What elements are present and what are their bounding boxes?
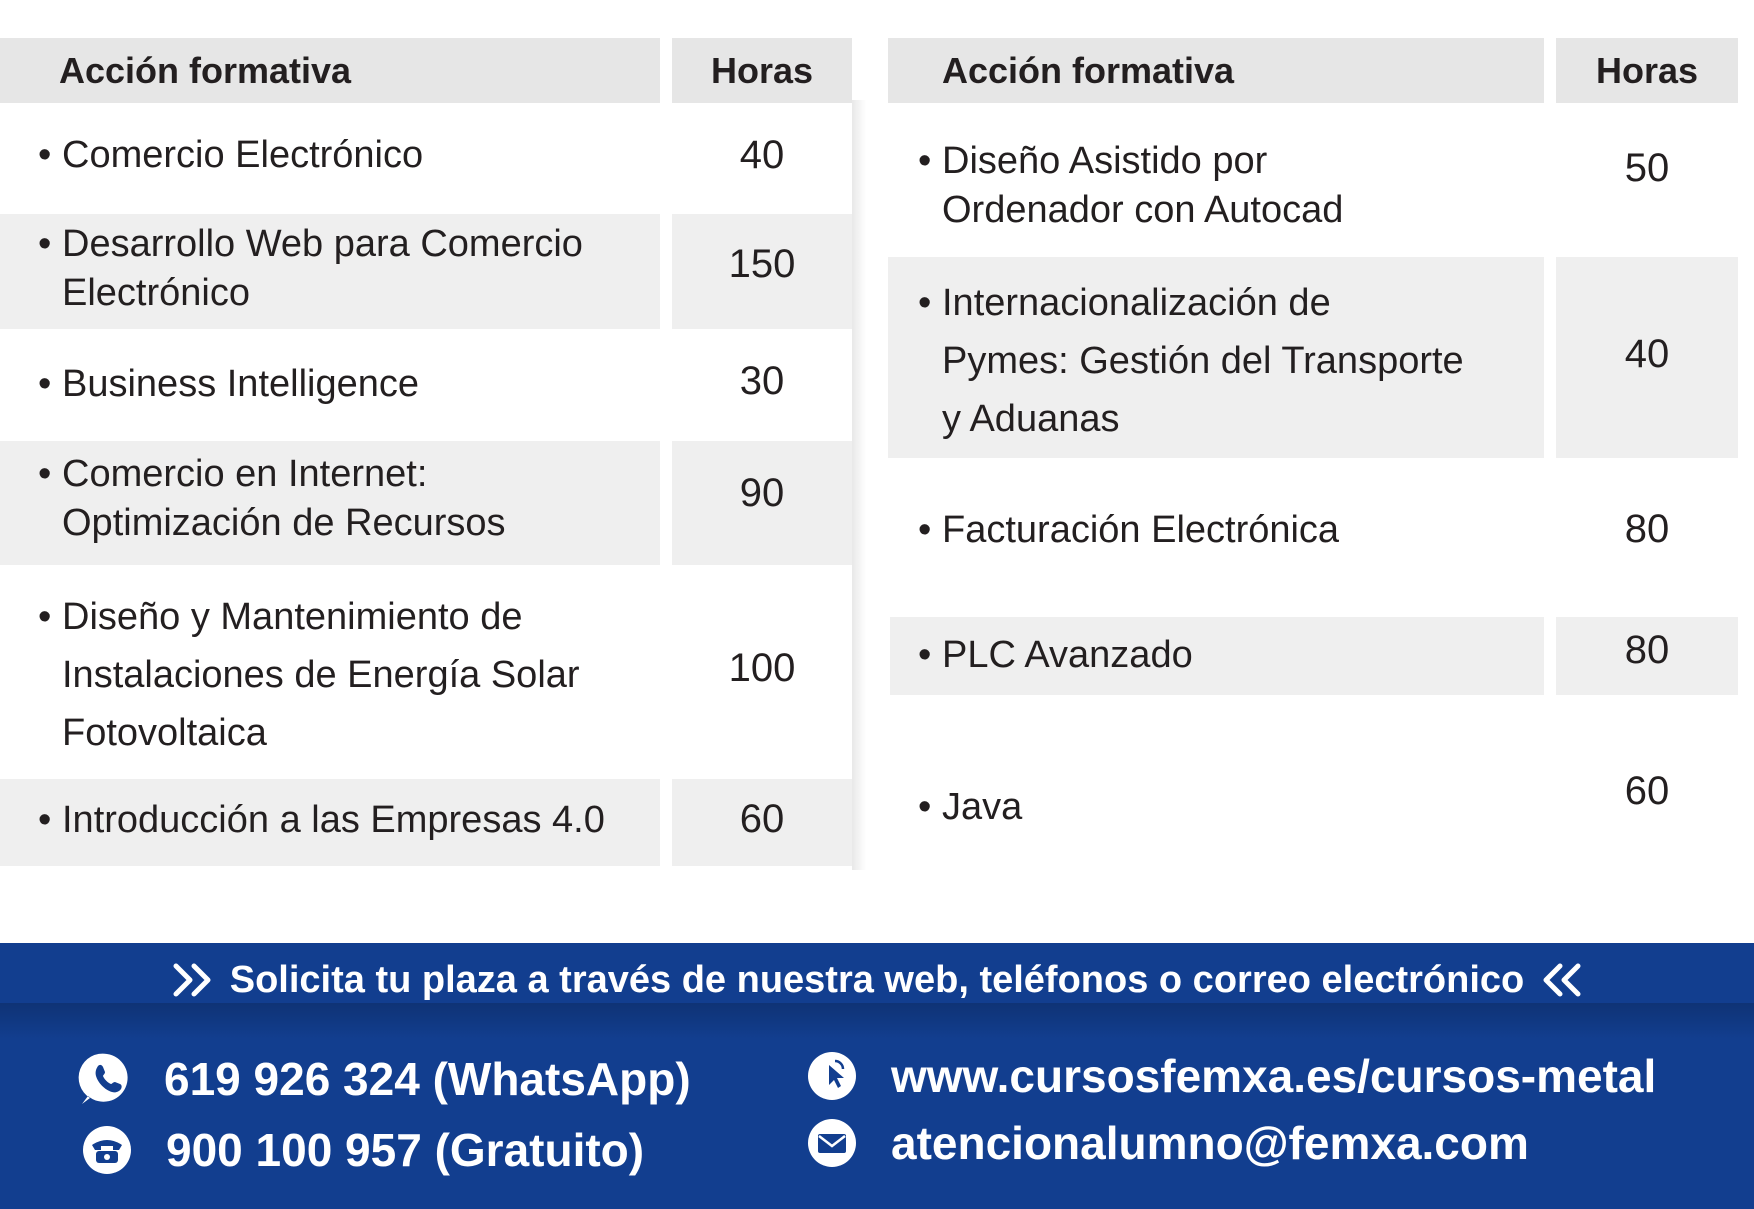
course-item (918, 631, 1193, 680)
course-item (38, 220, 583, 319)
course-item (918, 274, 1464, 448)
cta-text: Solicita tu plaza a través de nuestra web, teléfonos o correo electrónico (229, 958, 1525, 1001)
course-name: Comercio Electrónico (62, 134, 424, 176)
email-contact[interactable] (807, 1113, 1529, 1173)
course-hours: 90 (739, 471, 785, 515)
course-hours: 30 (739, 359, 785, 403)
bullet-icon: • (38, 223, 52, 265)
course-hours: 40 (1624, 332, 1670, 376)
phone-number: 900 100 957 (Gratuito) (166, 1124, 645, 1176)
course-hours: 50 (1624, 146, 1670, 190)
web-contact[interactable] (807, 1046, 1656, 1106)
bullet-icon: • (38, 453, 52, 495)
bullet-icon: • (38, 134, 52, 176)
course-item (38, 131, 423, 180)
course-item (38, 796, 605, 845)
course-hours: 80 (1624, 507, 1670, 551)
phone-contact[interactable] (82, 1120, 644, 1180)
course-item (38, 360, 419, 409)
course-item (918, 783, 1022, 832)
course-name: Internacionalización de Pymes: Gestión del Transporte y Aduanas (942, 282, 1464, 441)
right-header-label: Acción formativa (942, 49, 1235, 91)
course-name: Diseño y Mantenimiento de Instalaciones de Energía Solar Fotovoltaica (62, 596, 580, 755)
telephone-icon (82, 1125, 132, 1175)
course-name: Desarrollo Web para Comercio Electrónico (62, 223, 583, 315)
bullet-icon: • (918, 634, 932, 676)
left-header-hours: Horas (710, 49, 814, 91)
course-name: Business Intelligence (62, 363, 419, 405)
course-name: PLC Avanzado (942, 634, 1193, 676)
course-item (38, 450, 506, 549)
course-name: Diseño Asistido por Ordenador con Autocad (942, 140, 1344, 232)
bullet-icon: • (38, 799, 52, 841)
whatsapp-number: 619 926 324 (WhatsApp) (164, 1053, 691, 1105)
double-chevron-right-icon (172, 962, 216, 998)
bullet-icon: • (918, 509, 932, 551)
column-shadow (852, 100, 866, 870)
left-header-label: Acción formativa (59, 49, 352, 91)
cta-banner (0, 950, 1754, 1010)
course-hours: 80 (1624, 628, 1670, 672)
bullet-icon: • (38, 596, 52, 638)
course-name: Comercio en Internet: Optimización de Recursos (62, 453, 506, 545)
website-link[interactable]: www.cursosfemxa.es/cursos-metal (891, 1050, 1657, 1102)
course-item (918, 137, 1343, 236)
course-item (918, 506, 1339, 555)
course-name: Facturación Electrónica (942, 509, 1340, 551)
email-link[interactable]: atencionalumno@femxa.com (891, 1117, 1529, 1169)
envelope-icon (807, 1118, 857, 1168)
bullet-icon: • (918, 786, 932, 828)
whatsapp-icon (78, 1050, 136, 1108)
course-name: Java (942, 786, 1023, 828)
course-name: Introducción a las Empresas 4.0 (62, 799, 605, 841)
course-hours: 40 (739, 133, 785, 177)
course-item (38, 588, 580, 762)
whatsapp-contact[interactable] (78, 1049, 691, 1109)
double-chevron-left-icon (1538, 962, 1582, 998)
pointer-click-icon (807, 1051, 857, 1101)
course-hours: 100 (728, 646, 796, 690)
course-hours: 60 (1624, 769, 1670, 813)
right-header-hours: Horas (1595, 49, 1699, 91)
course-hours: 60 (739, 797, 785, 841)
bullet-icon: • (918, 140, 932, 182)
bullet-icon: • (918, 282, 932, 324)
bullet-icon: • (38, 363, 52, 405)
course-hours: 150 (728, 242, 796, 286)
